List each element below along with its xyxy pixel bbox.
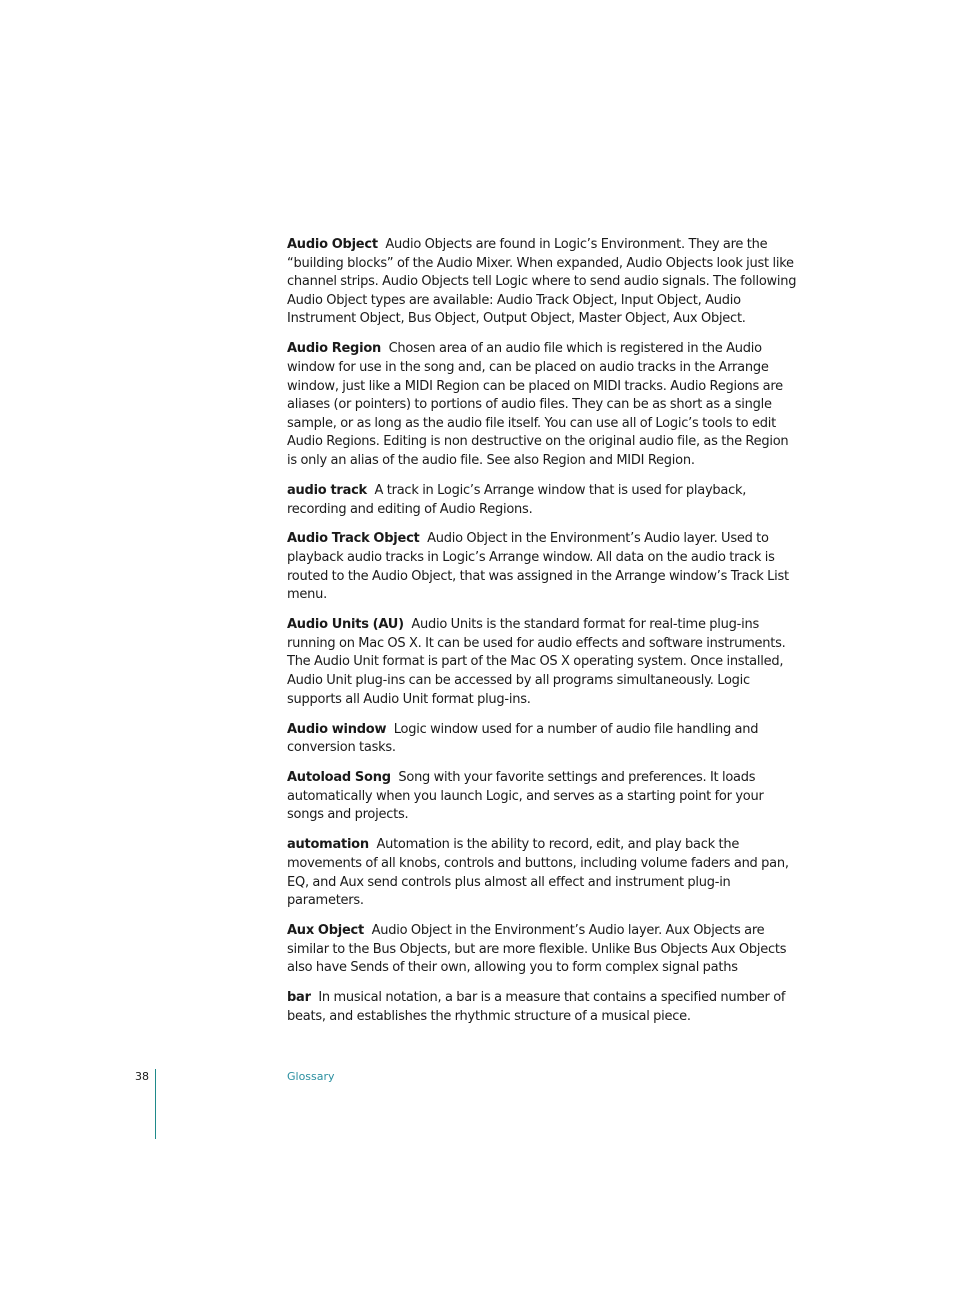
glossary-term: Audio Region	[287, 341, 382, 357]
glossary-definition: Automation is the ability to record, edit, and play back the movements of all knobs, controls and buttons, including volume faders and pan, EQ, and Aux send controls plus almost all effect and instrument plug-in parameters.	[287, 837, 789, 909]
glossary-term: Autoload Song	[287, 770, 391, 786]
glossary-entry	[287, 989, 797, 1026]
glossary-definition: Audio Units is the standard format for real-time plug-ins running on Mac OS X. It can be used for audio effects and software instruments. The Audio Unit format is part of the Mac OS X operating system. Once installed, Audio Unit plug-ins can be accessed by all programs simultaneously. Logic supports all Audio Unit format plug-ins.	[287, 617, 786, 707]
glossary-entry	[287, 922, 797, 978]
glossary-term: bar	[287, 990, 311, 1006]
footer-section-title: Glossary	[287, 1070, 335, 1083]
glossary-entry	[287, 721, 797, 758]
glossary-definition: Audio Object in the Environment’s Audio layer. Aux Objects are similar to the Bus Objects, but are more flexible. Unlike Bus Objects Aux Objects also have Sends of their own, allowing you to form complex signal paths	[287, 923, 787, 976]
glossary-definition: Audio Object in the Environment’s Audio layer. Used to playback audio tracks in Logic’s Arrange window. All data on the audio track is routed to the Audio Object, that was assigned in the Arrange window’s Track List menu.	[287, 531, 789, 603]
glossary-term: Audio window	[287, 721, 387, 737]
glossary-term: Audio Track Object	[287, 531, 420, 547]
glossary-term: Audio Object	[287, 237, 378, 252]
glossary-term: Audio Units (AU)	[287, 617, 404, 633]
glossary-entry	[287, 530, 797, 604]
glossary-definition: Chosen area of an audio file which is registered in the Audio window for use in the song and, can be placed on audio tracks in the Arrange window, just like a MIDI Region can be placed on MIDI tracks. Audio Regions are aliases (or pointers) to portions of audio files. They can be as short as a single sample, or as long as the audio file itself. You can use all of Logic’s tools to edit Audio Regions. Editing is non destructive on the original audio file, as the Region is only an alias of the audio file. See also Region and MIDI Region.	[287, 341, 789, 468]
glossary-entry	[287, 769, 797, 825]
glossary-definition: A track in Logic’s Arrange window that is used for playback, recording and editing of Audio Regions.	[287, 482, 747, 517]
glossary-entry	[287, 236, 797, 329]
page-number: 38	[135, 1070, 149, 1083]
glossary-entry	[287, 836, 797, 910]
glossary-term: audio track	[287, 482, 367, 498]
glossary-entry	[287, 616, 797, 709]
glossary-definition: Song with your favorite settings and preferences. It loads automatically when you launch Logic, and serves as a starting point for your songs and projects.	[287, 770, 764, 823]
glossary-entry	[287, 482, 797, 519]
glossary-definition: In musical notation, a bar is a measure that contains a specified number of beats, and establishes the rhythmic structure of a musical piece.	[287, 990, 786, 1024]
glossary-term: Aux Object	[287, 923, 364, 939]
glossary-definition: Logic window used for a number of audio file handling and conversion tasks.	[287, 721, 759, 756]
glossary-content	[287, 236, 797, 1038]
glossary-definition: Audio Objects are found in Logic’s Environment. They are the “building blocks” of the Audio Mixer. When expanded, Audio Objects look just like channel strips. Audio Objects tell Logic where to send audio signals. The following Audio Object types are available: Audio Track Object, Input Object, Audio Instrument Object, Bus Object, Output Object, Master Object, Aux Object.	[287, 237, 797, 327]
glossary-entry	[287, 340, 797, 470]
footer-divider	[155, 1069, 156, 1139]
glossary-term: automation	[287, 837, 369, 853]
